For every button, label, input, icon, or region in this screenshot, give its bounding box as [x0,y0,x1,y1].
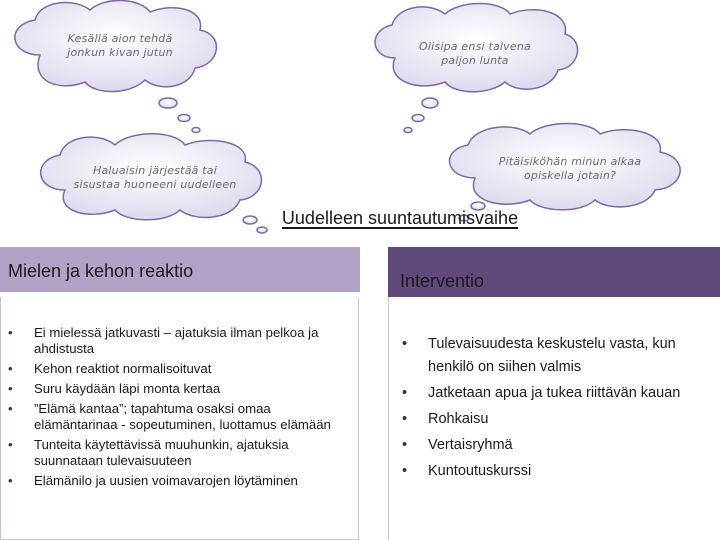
thought-bubble-4-text: Pitäisiköhän minun alkaa opiskella jotain? [498,155,642,182]
list-item: • Rohkaisu [428,408,718,431]
thought-bubble-1 [15,0,217,132]
list-item: • Elämänilo ja uusien voimavarojen löytäminen [34,473,356,489]
thought-bubble-1-text: Kesällä aion tehdä jonkun kivan jutun [67,32,173,59]
right-column-header [388,247,720,297]
list-item: • Suru käydään läpi monta kertaa [34,381,356,397]
thought-bubble-3-text: Haluaisin järjestää tai sisustaa huoneeni uudelleen [73,164,237,191]
list-item: • Vertaisryhmä [428,434,718,457]
left-bullet-list [34,325,356,493]
list-item: • Kuntoutuskurssi [428,460,718,483]
list-item: • Jatketaan apua ja tukea riittävän kauan [428,382,718,405]
right-bullet-list [428,333,718,486]
list-item: • Tulevaisuudesta keskustelu vasta, kun henkilö on siihen valmis [428,333,718,379]
left-column-header-text: Mielen ja kehon reaktio [8,261,194,281]
thought-bubble-2 [375,4,577,133]
list-item: • ”Elämä kantaa”; tapahtuma osaksi omaa elämäntarinaa - sopeutuminen, luottamus elämään [34,401,356,433]
slide-title-text: Uudelleen suuntautumisvaihe [281,208,519,228]
right-column-header-text: Interventio [400,271,485,291]
list-item: • Ei mielessä jatkuvasti – ajatuksia ilman pelkoa ja ahdistusta [34,325,356,357]
slide-title [0,208,720,229]
list-item: • Kehon reaktiot normalisoituvat [34,361,356,377]
left-column-header [0,247,360,292]
list-item: • Tunteita käytettävissä muuhunkin, ajatuksia suunnataan tulevaisuuteen [34,437,356,469]
thought-bubble-2-text: Olisipa ensi talvena paljon lunta [419,40,531,67]
